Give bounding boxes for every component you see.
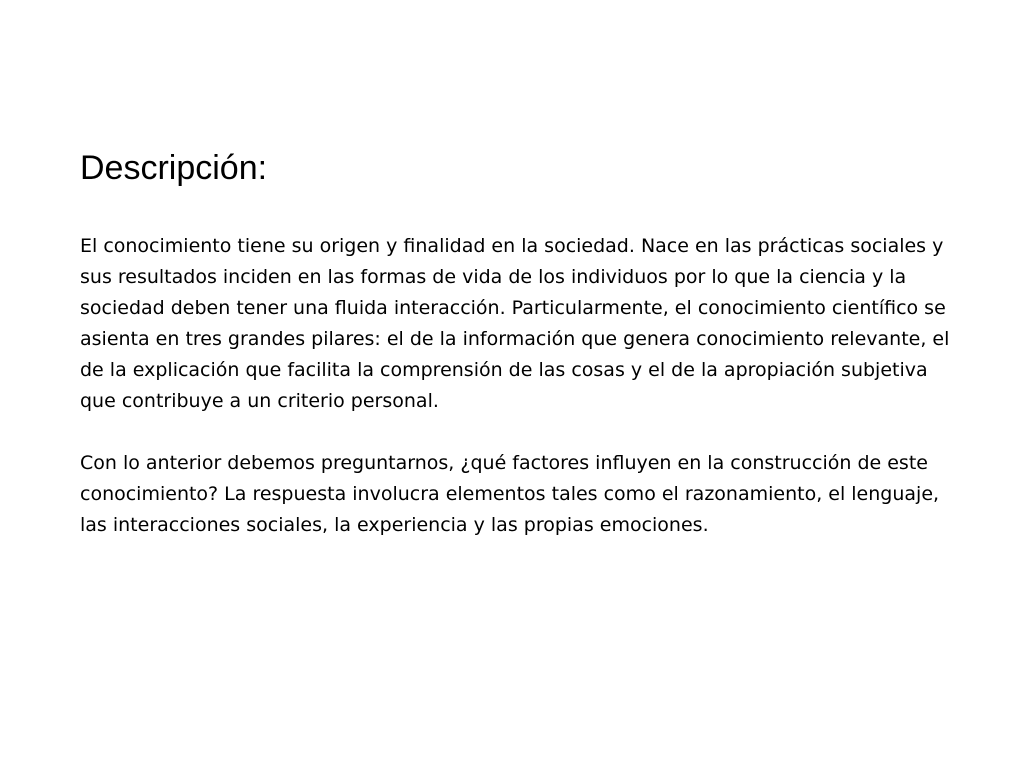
description-paragraph-1: El conocimiento tiene su origen y finalidad en la sociedad. Nace en las prácticas sociales y sus resultados inciden en las formas de vida de los individuos por lo que la ciencia y la sociedad deben tener una fluida interacción. Particularmente, el conocimiento científico se asienta en tres grandes pilares: el de la información que genera conocimiento relevante, el de la explicación que facilita la comprensión de las cosas y el de la apropiación subjetiva que contribuye a un criterio personal.	[80, 235, 950, 412]
slide-title: Descripción:	[80, 149, 268, 187]
slide-content	[80, 145, 950, 541]
description-paragraph-2: Con lo anterior debemos preguntarnos, ¿qué factores influyen en la construcción de este conocimiento? La respuesta involucra elementos tales como el razonamiento, el lenguaje, las interacciones sociales, la experiencia y las propias emociones.	[80, 452, 940, 536]
